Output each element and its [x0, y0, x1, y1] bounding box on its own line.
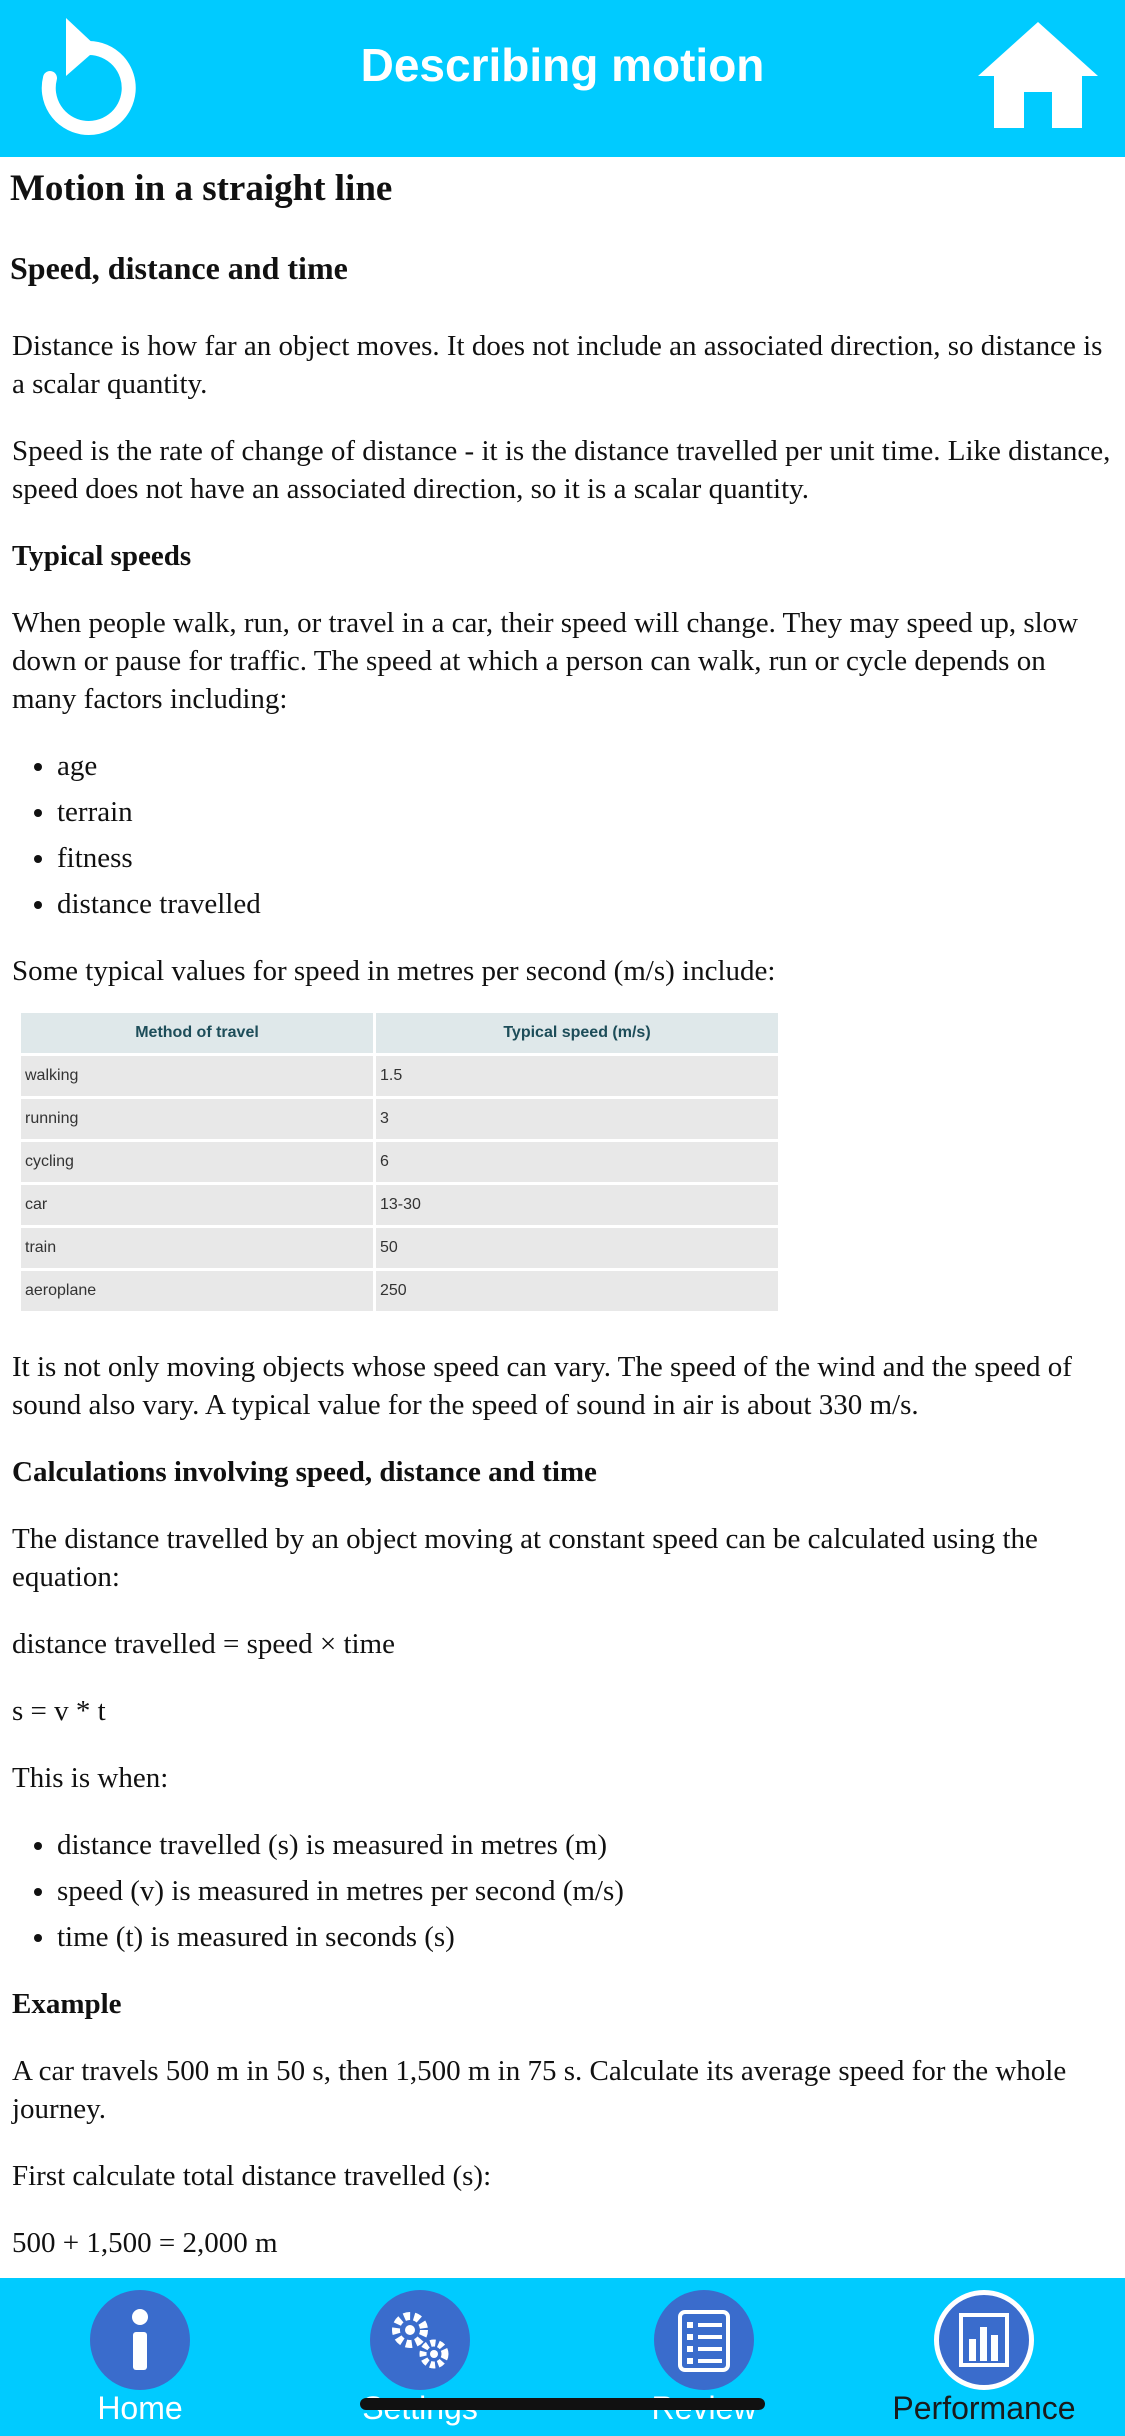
table-header: Typical speed (m/s): [376, 1013, 778, 1053]
table-header-row: [21, 1013, 778, 1053]
table-row: [21, 1228, 778, 1268]
paragraph: Speed is the rate of change of distance - it is the distance travelled per unit time. Like distance, speed does not have an associated direction, so it is a scalar quantity.: [12, 435, 1111, 505]
info-icon: [90, 2290, 190, 2390]
units-list: [12, 1826, 1112, 1956]
paragraph: When people walk, run, or travel in a car, their speed will change. They may speed up, slow down or pause for traffic. The speed at which a person can walk, run or cycle depends on many factors including:: [12, 607, 1079, 715]
table-row: [21, 1142, 778, 1182]
list-item: • terrain: [57, 793, 1112, 831]
subheading-calculations: Calculations involving speed, distance and time: [12, 1456, 597, 1488]
tab-settings[interactable]: [320, 2278, 520, 2436]
home-indicator[interactable]: [360, 2398, 765, 2410]
equation: distance travelled = speed × time: [12, 1628, 395, 1660]
table-row: [21, 1185, 778, 1225]
gears-icon: [370, 2290, 470, 2390]
list-item: • time (t) is measured in seconds (s): [57, 1918, 1112, 1956]
paragraph: It is not only moving objects whose speed can vary. The speed of the wind and the speed of sound also vary. A typical value for the speed of sound in air is about 330 m/s.: [12, 1351, 1072, 1421]
table-cell: 3: [376, 1099, 778, 1139]
list-item: • distance travelled (s) is measured in metres (m): [57, 1826, 1112, 1864]
subheading-example: Example: [12, 1988, 122, 2020]
paragraph: The distance travelled by an object moving at constant speed can be calculated using the equation:: [12, 1523, 1038, 1593]
table-header: Method of travel: [21, 1013, 373, 1053]
article-content[interactable]: [0, 157, 1125, 2277]
subheading-typical-speeds: Typical speeds: [12, 540, 192, 572]
tab-home[interactable]: [40, 2278, 240, 2436]
list-item: • fitness: [57, 839, 1112, 877]
table-cell: train: [21, 1228, 373, 1268]
speed-table: [18, 1010, 781, 1314]
app-header: [0, 0, 1125, 157]
page-title: Describing motion: [360, 39, 765, 91]
factors-list: [12, 747, 1112, 923]
tab-label: Performance: [892, 2390, 1076, 2426]
checklist-icon: [654, 2290, 754, 2390]
tab-performance[interactable]: [884, 2278, 1084, 2436]
table-cell: car: [21, 1185, 373, 1225]
bottom-nav: [0, 2278, 1125, 2436]
paragraph: Some typical values for speed in metres per second (m/s) include:: [12, 955, 776, 987]
section-heading: Motion in a straight line: [10, 168, 393, 209]
bar-chart-icon: [934, 2290, 1034, 2390]
table-cell: 13-30: [376, 1185, 778, 1225]
table-cell: 1.5: [376, 1056, 778, 1096]
table-row: [21, 1056, 778, 1096]
list-item: • distance travelled: [57, 885, 1112, 923]
table-cell: cycling: [21, 1142, 373, 1182]
table-cell: running: [21, 1099, 373, 1139]
tab-review[interactable]: [604, 2278, 804, 2436]
section-subheading: Speed, distance and time: [10, 250, 348, 286]
table-cell: 6: [376, 1142, 778, 1182]
table-cell: 50: [376, 1228, 778, 1268]
home-icon[interactable]: [978, 22, 1098, 128]
table-row: [21, 1271, 778, 1311]
list-item: • speed (v) is measured in metres per second (m/s): [57, 1872, 1112, 1910]
paragraph: Distance is how far an object moves. It does not include an associated direction, so distance is a scalar quantity.: [12, 330, 1103, 400]
paragraph: A car travels 500 m in 50 s, then 1,500 m in 75 s. Calculate its average speed for the whole journey.: [12, 2055, 1067, 2125]
table-cell: walking: [21, 1056, 373, 1096]
paragraph: This is when:: [12, 1762, 169, 1794]
equation: 500 + 1,500 = 2,000 m: [12, 2227, 278, 2259]
table-row: [21, 1099, 778, 1139]
table-cell: 250: [376, 1271, 778, 1311]
equation: s = v * t: [12, 1695, 106, 1727]
paragraph: First calculate total distance travelled (s):: [12, 2160, 492, 2192]
list-item: • age: [57, 747, 1112, 785]
table-cell: aeroplane: [21, 1271, 373, 1311]
tab-label: Home: [97, 2390, 183, 2426]
